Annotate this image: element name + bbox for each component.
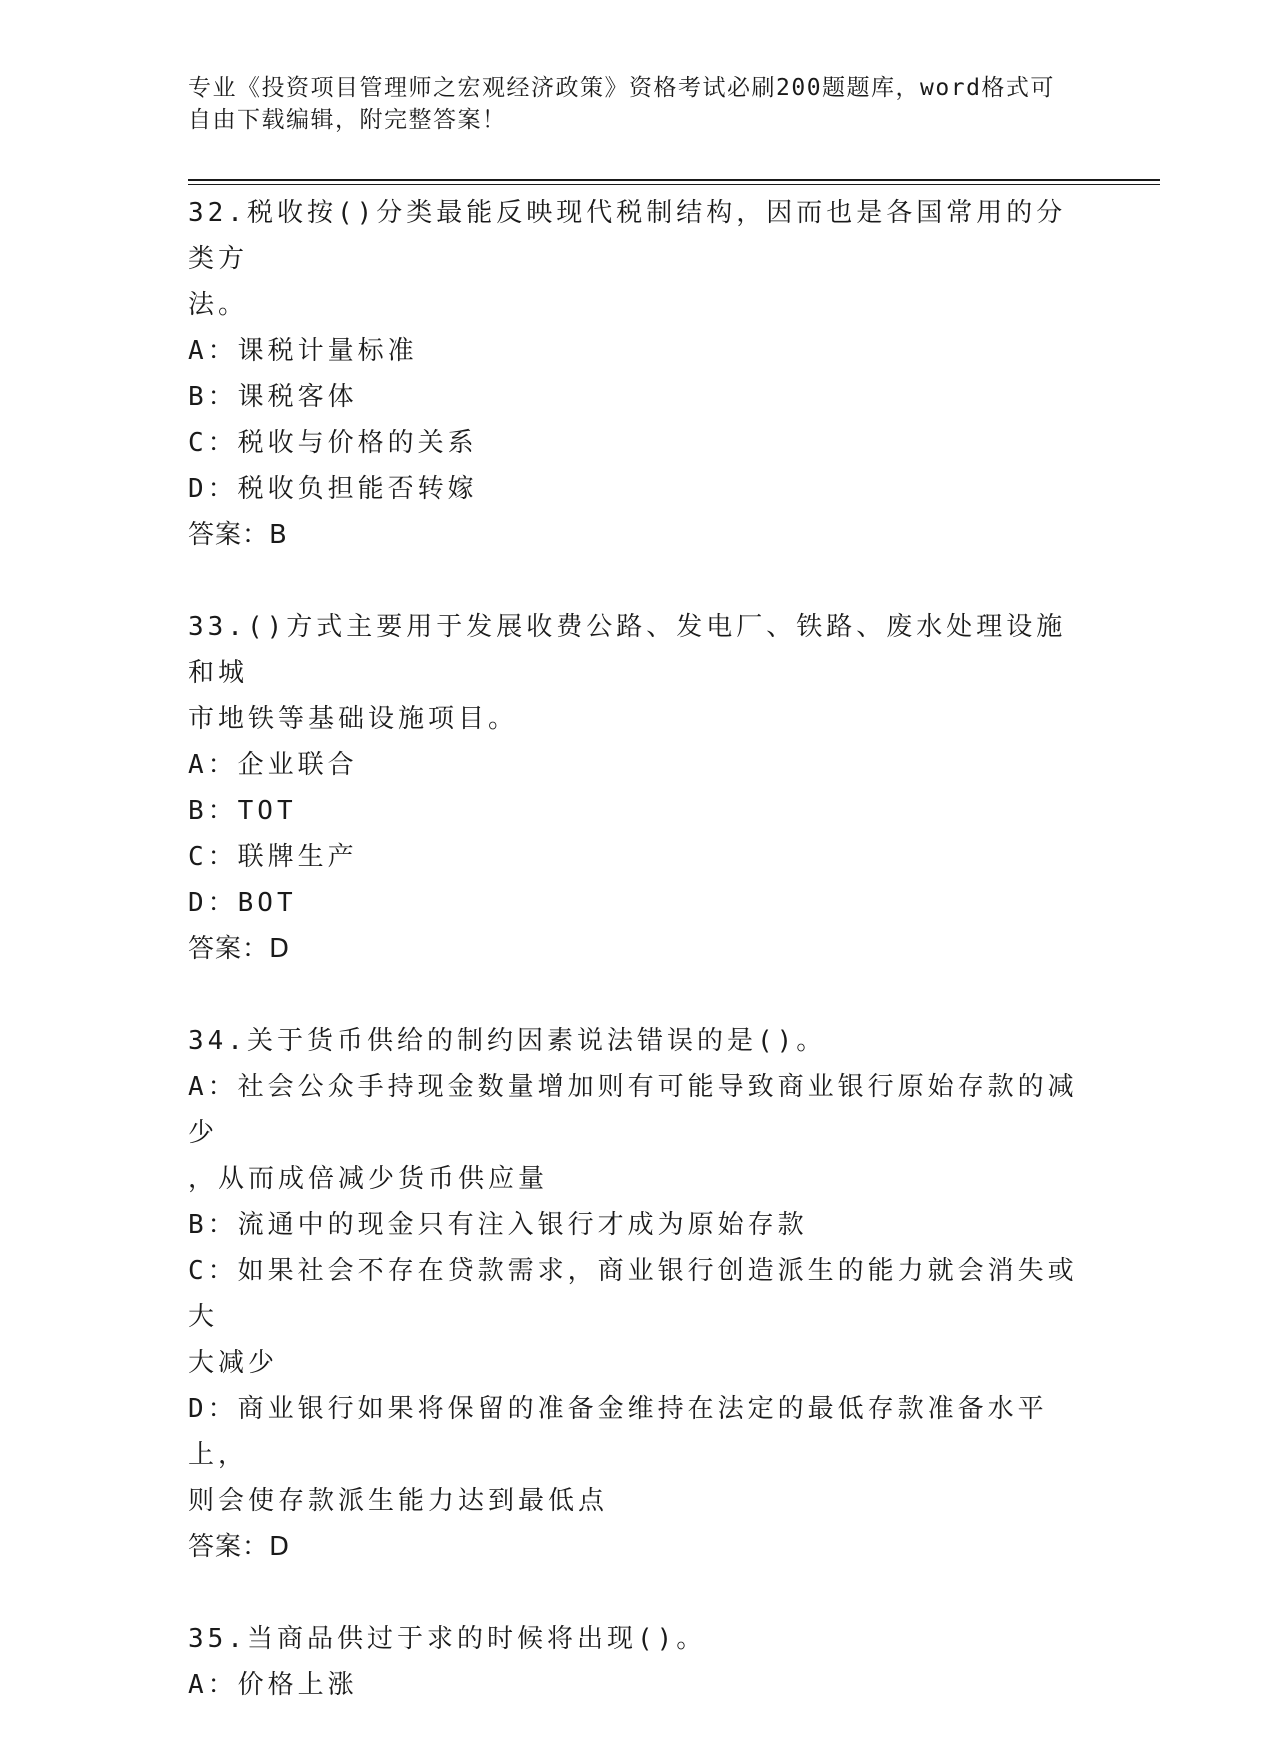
option-c-continued: 大减少 bbox=[188, 1348, 279, 1378]
question-stem: 33.()方式主要用于发展收费公路、发电厂、铁路、废水处理设施和城 bbox=[188, 612, 1067, 688]
option-a: A：社会公众手持现金数量增加则有可能导致商业银行原始存款的减少 bbox=[188, 1072, 1078, 1148]
question-34 bbox=[188, 1018, 1078, 1570]
question-stem: 法。 bbox=[188, 290, 249, 320]
option-d: D：税收负担能否转嫁 bbox=[188, 474, 478, 504]
question-35 bbox=[188, 1616, 1078, 1708]
option-a: A：价格上涨 bbox=[188, 1670, 358, 1700]
option-b: B：TOT bbox=[188, 796, 297, 826]
option-c: C：税收与价格的关系 bbox=[188, 428, 478, 458]
document-header bbox=[188, 72, 1068, 136]
answer: 答案：B bbox=[188, 520, 288, 550]
question-stem: 35.当商品供过于求的时候将出现()。 bbox=[188, 1624, 707, 1654]
option-b: B：课税客体 bbox=[188, 382, 358, 412]
question-stem: 市地铁等基础设施项目。 bbox=[188, 704, 519, 734]
header-divider-thick bbox=[188, 179, 1160, 181]
header-divider-thin bbox=[188, 184, 1160, 185]
question-33 bbox=[188, 604, 1078, 972]
option-a: A：课税计量标准 bbox=[188, 336, 418, 366]
option-c: C：联牌生产 bbox=[188, 842, 358, 872]
question-list bbox=[188, 190, 1078, 1754]
option-c: C：如果社会不存在贷款需求，商业银行创造派生的能力就会消失或大 bbox=[188, 1256, 1078, 1332]
answer: 答案：D bbox=[188, 934, 291, 964]
header-line-2: 自由下载编辑，附完整答案！ bbox=[188, 107, 507, 133]
question-stem: 34.关于货币供给的制约因素说法错误的是()。 bbox=[188, 1026, 827, 1056]
header-line-1: 专业《投资项目管理师之宏观经济政策》资格考试必刷200题题库，word格式可 bbox=[188, 75, 1055, 101]
option-a: A：企业联合 bbox=[188, 750, 358, 780]
option-d-continued: 则会使存款派生能力达到最低点 bbox=[188, 1486, 609, 1516]
option-d: D：BOT bbox=[188, 888, 297, 918]
question-stem: 32.税收按()分类最能反映现代税制结构，因而也是各国常用的分类方 bbox=[188, 198, 1067, 274]
option-a-continued: ，从而成倍减少货币供应量 bbox=[188, 1164, 549, 1194]
option-b: B：流通中的现金只有注入银行才成为原始存款 bbox=[188, 1210, 808, 1240]
question-32 bbox=[188, 190, 1078, 558]
option-d: D：商业银行如果将保留的准备金维持在法定的最低存款准备水平上， bbox=[188, 1394, 1048, 1470]
answer: 答案：D bbox=[188, 1532, 291, 1562]
